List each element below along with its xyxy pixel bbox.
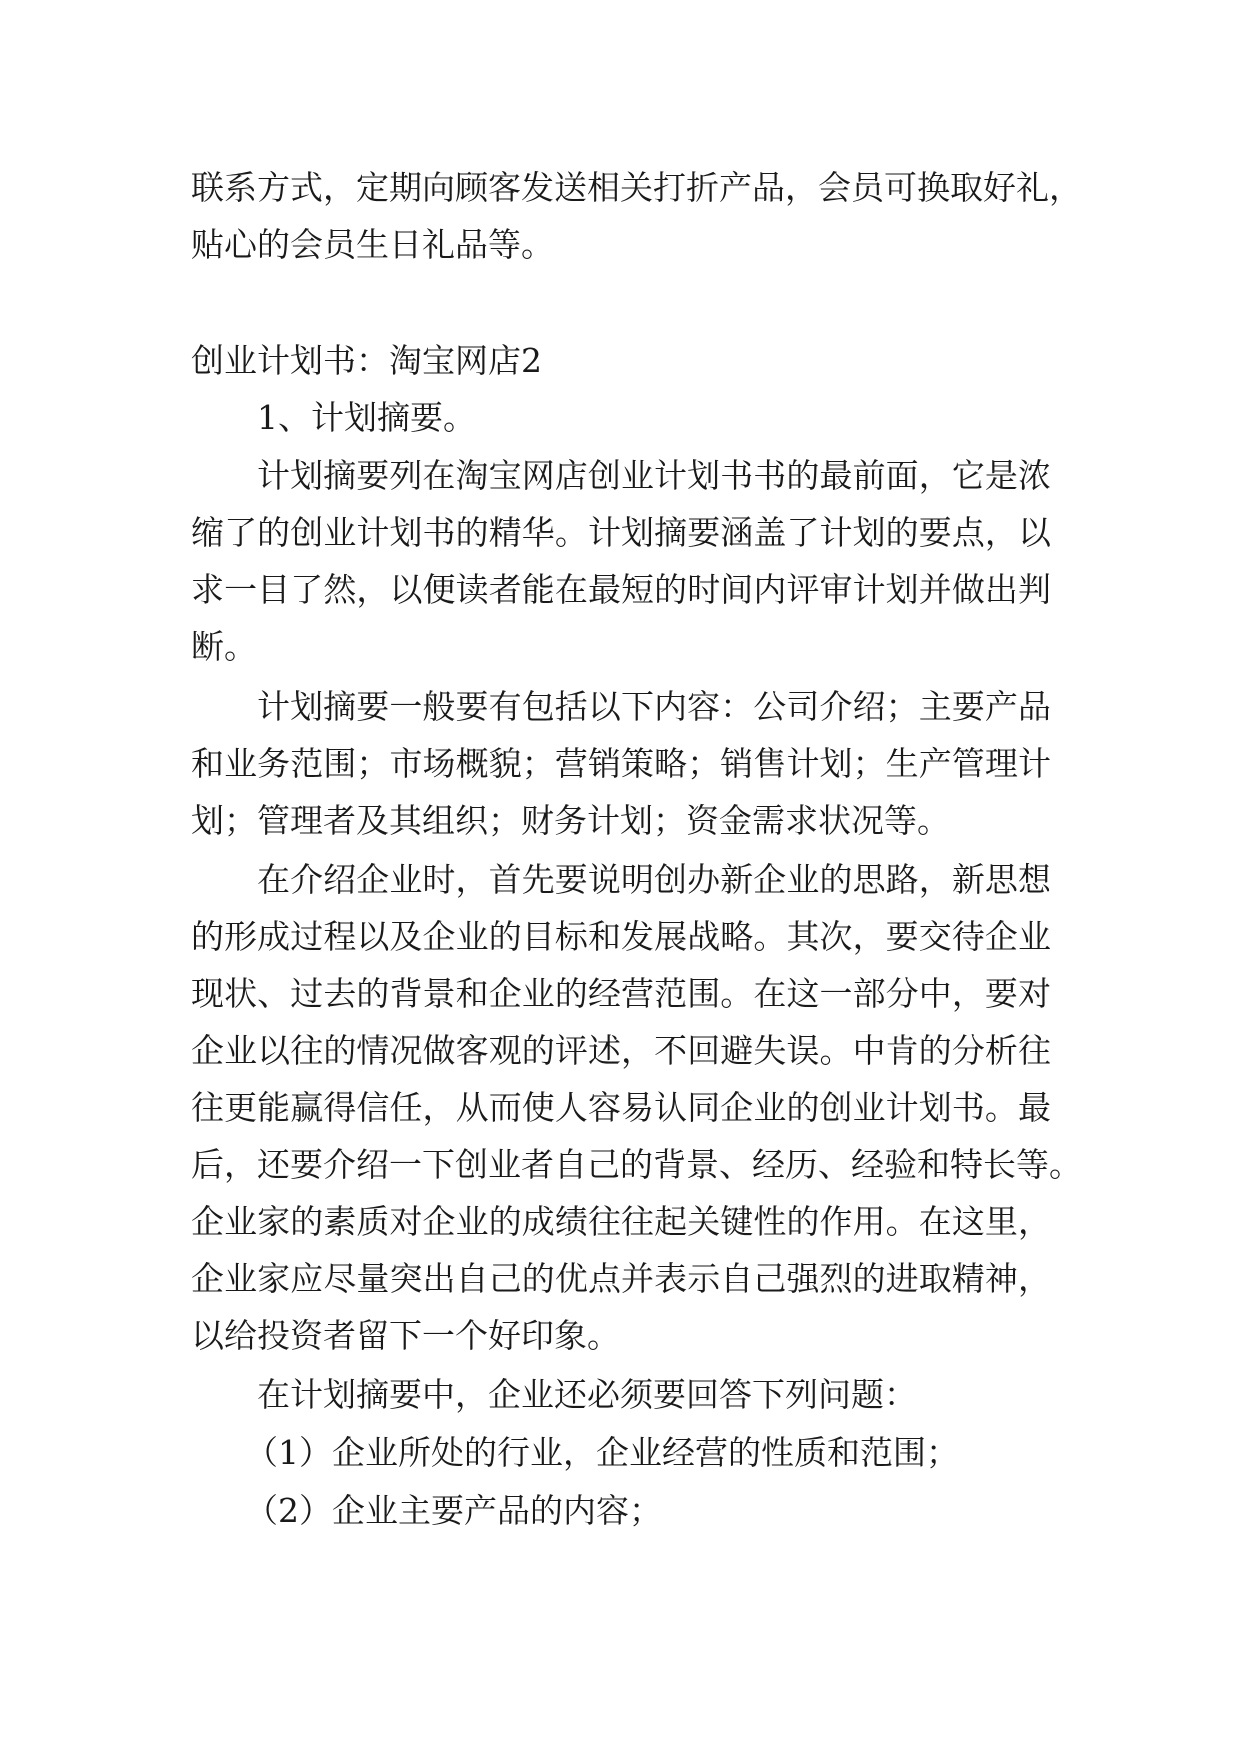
body-text-line: 在介绍企业时，首先要说明创办新企业的思路，新思想 <box>257 860 1051 899</box>
body-text-line: 往更能赢得信任，从而使人容易认同企业的创业计划书。最 <box>191 1088 1051 1127</box>
body-text-line: 的形成过程以及企业的目标和发展战略。其次，要交待企业 <box>191 917 1051 956</box>
subsection-heading: 1、计划摘要。 <box>257 398 476 437</box>
body-text-line: 现状、过去的背景和企业的经营范围。在这一部分中，要对 <box>191 974 1051 1013</box>
body-text-line: 断。 <box>191 627 257 666</box>
body-text-line: 在计划摘要中，企业还必须要回答下列问题： <box>257 1375 917 1414</box>
body-text-line: 后，还要介绍一下创业者自己的背景、经历、经验和特长等。 <box>191 1145 1082 1184</box>
list-item: （1）企业所处的行业，企业经营的性质和范围； <box>245 1433 959 1472</box>
body-text-line: 计划摘要一般要有包括以下内容：公司介绍；主要产品 <box>257 687 1051 726</box>
body-text-line: 划；管理者及其组织；财务计划；资金需求状况等。 <box>191 801 950 840</box>
body-text-line: 企业家应尽量突出自己的优点并表示自己强烈的进取精神， <box>191 1259 1051 1298</box>
body-text-line: 求一目了然，以便读者能在最短的时间内评审计划并做出判 <box>191 570 1051 609</box>
body-text-line: 企业家的素质对企业的成绩往往起关键性的作用。在这里， <box>191 1202 1051 1241</box>
list-item: （2）企业主要产品的内容； <box>245 1491 662 1530</box>
body-text-line: 贴心的会员生日礼品等。 <box>191 225 554 264</box>
body-text-line: 以给投资者留下一个好印象。 <box>191 1316 620 1355</box>
body-text-line: 缩了的创业计划书的精华。计划摘要涵盖了计划的要点，以 <box>191 513 1051 552</box>
body-text-line: 计划摘要列在淘宝网店创业计划书书的最前面，它是浓 <box>257 456 1051 495</box>
section-heading: 创业计划书：淘宝网店2 <box>191 341 542 380</box>
body-text-line: 联系方式，定期向顾客发送相关打折产品，会员可换取好礼， <box>191 168 1082 207</box>
body-text-line: 企业以往的情况做客观的评述，不回避失误。中肯的分析往 <box>191 1031 1051 1070</box>
body-text-line: 和业务范围；市场概貌；营销策略；销售计划；生产管理计 <box>191 744 1051 783</box>
